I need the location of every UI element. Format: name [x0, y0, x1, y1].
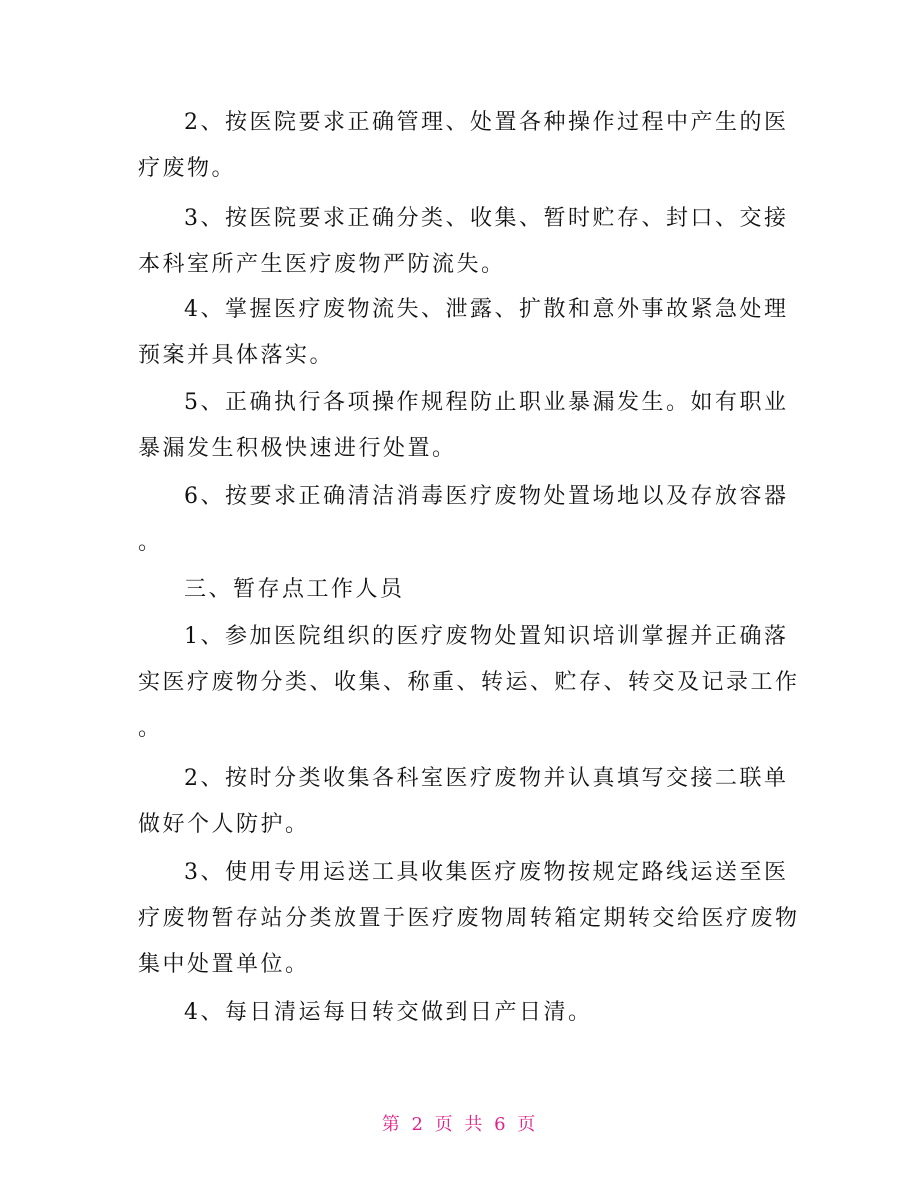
paragraph-line: 集中处置单位。 [138, 952, 310, 977]
paragraph-line: 6、按要求正确清洁消毒医疗废物处置场地以及存放容器 [184, 484, 789, 509]
paragraph-line: 预案并具体落实。 [138, 343, 335, 368]
section-heading-text: 三、暂存点工作人员 [184, 577, 405, 602]
paragraph-line: 。 [138, 530, 163, 555]
paragraph-line: 2、按医院要求正确管理、处置各种操作过程中产生的医 [184, 110, 789, 135]
section-heading [138, 567, 788, 613]
paragraph-line: 本科室所产生医疗废物严防流失。 [138, 252, 506, 277]
paragraph-line: 4、掌握医疗废物流失、泄露、扩散和意外事故紧急处理 [184, 297, 789, 322]
paragraph-line: 疗废物暂存站分类放置于医疗废物周转箱定期转交给医疗废物 [138, 906, 800, 931]
paragraph-line: 3、使用专用运送工具收集医疗废物按规定路线运送至医 [184, 860, 789, 885]
page-number-footer: 第 2 页 共 6 页 [381, 1114, 539, 1135]
paragraph-line: 2、按时分类收集各科室医疗废物并认真填写交接二联单 [184, 766, 789, 791]
paragraph-3 [138, 287, 788, 379]
paragraph-line: 疗废物。 [138, 156, 237, 181]
paragraph-line: 3、按医院要求正确分类、收集、暂时贮存、封口、交接 [184, 206, 789, 231]
paragraph-line: 做好个人防护。 [138, 812, 310, 837]
paragraph-line: 暴漏发生积极快速进行处置。 [138, 436, 457, 461]
paragraph-6 [138, 614, 800, 752]
paragraph-2 [138, 196, 788, 288]
paragraph-line: 1、参加医院组织的医疗废物处置知识培训掌握并正确落 [184, 624, 789, 649]
paragraph-5 [138, 474, 788, 566]
paragraph-line: 实医疗废物分类、收集、称重、转运、贮存、转交及记录工作 [138, 670, 800, 695]
paragraph-4 [138, 380, 788, 472]
paragraph-line: 。 [138, 716, 163, 741]
paragraph-8 [138, 850, 800, 988]
paragraph-line: 4、每日清运每日转交做到日产日清。 [184, 1000, 593, 1025]
paragraph-line: 5、正确执行各项操作规程防止职业暴漏发生。如有职业 [184, 390, 789, 415]
paragraph-9 [138, 990, 788, 1036]
paragraph-1 [138, 100, 788, 192]
paragraph-7 [138, 756, 788, 848]
